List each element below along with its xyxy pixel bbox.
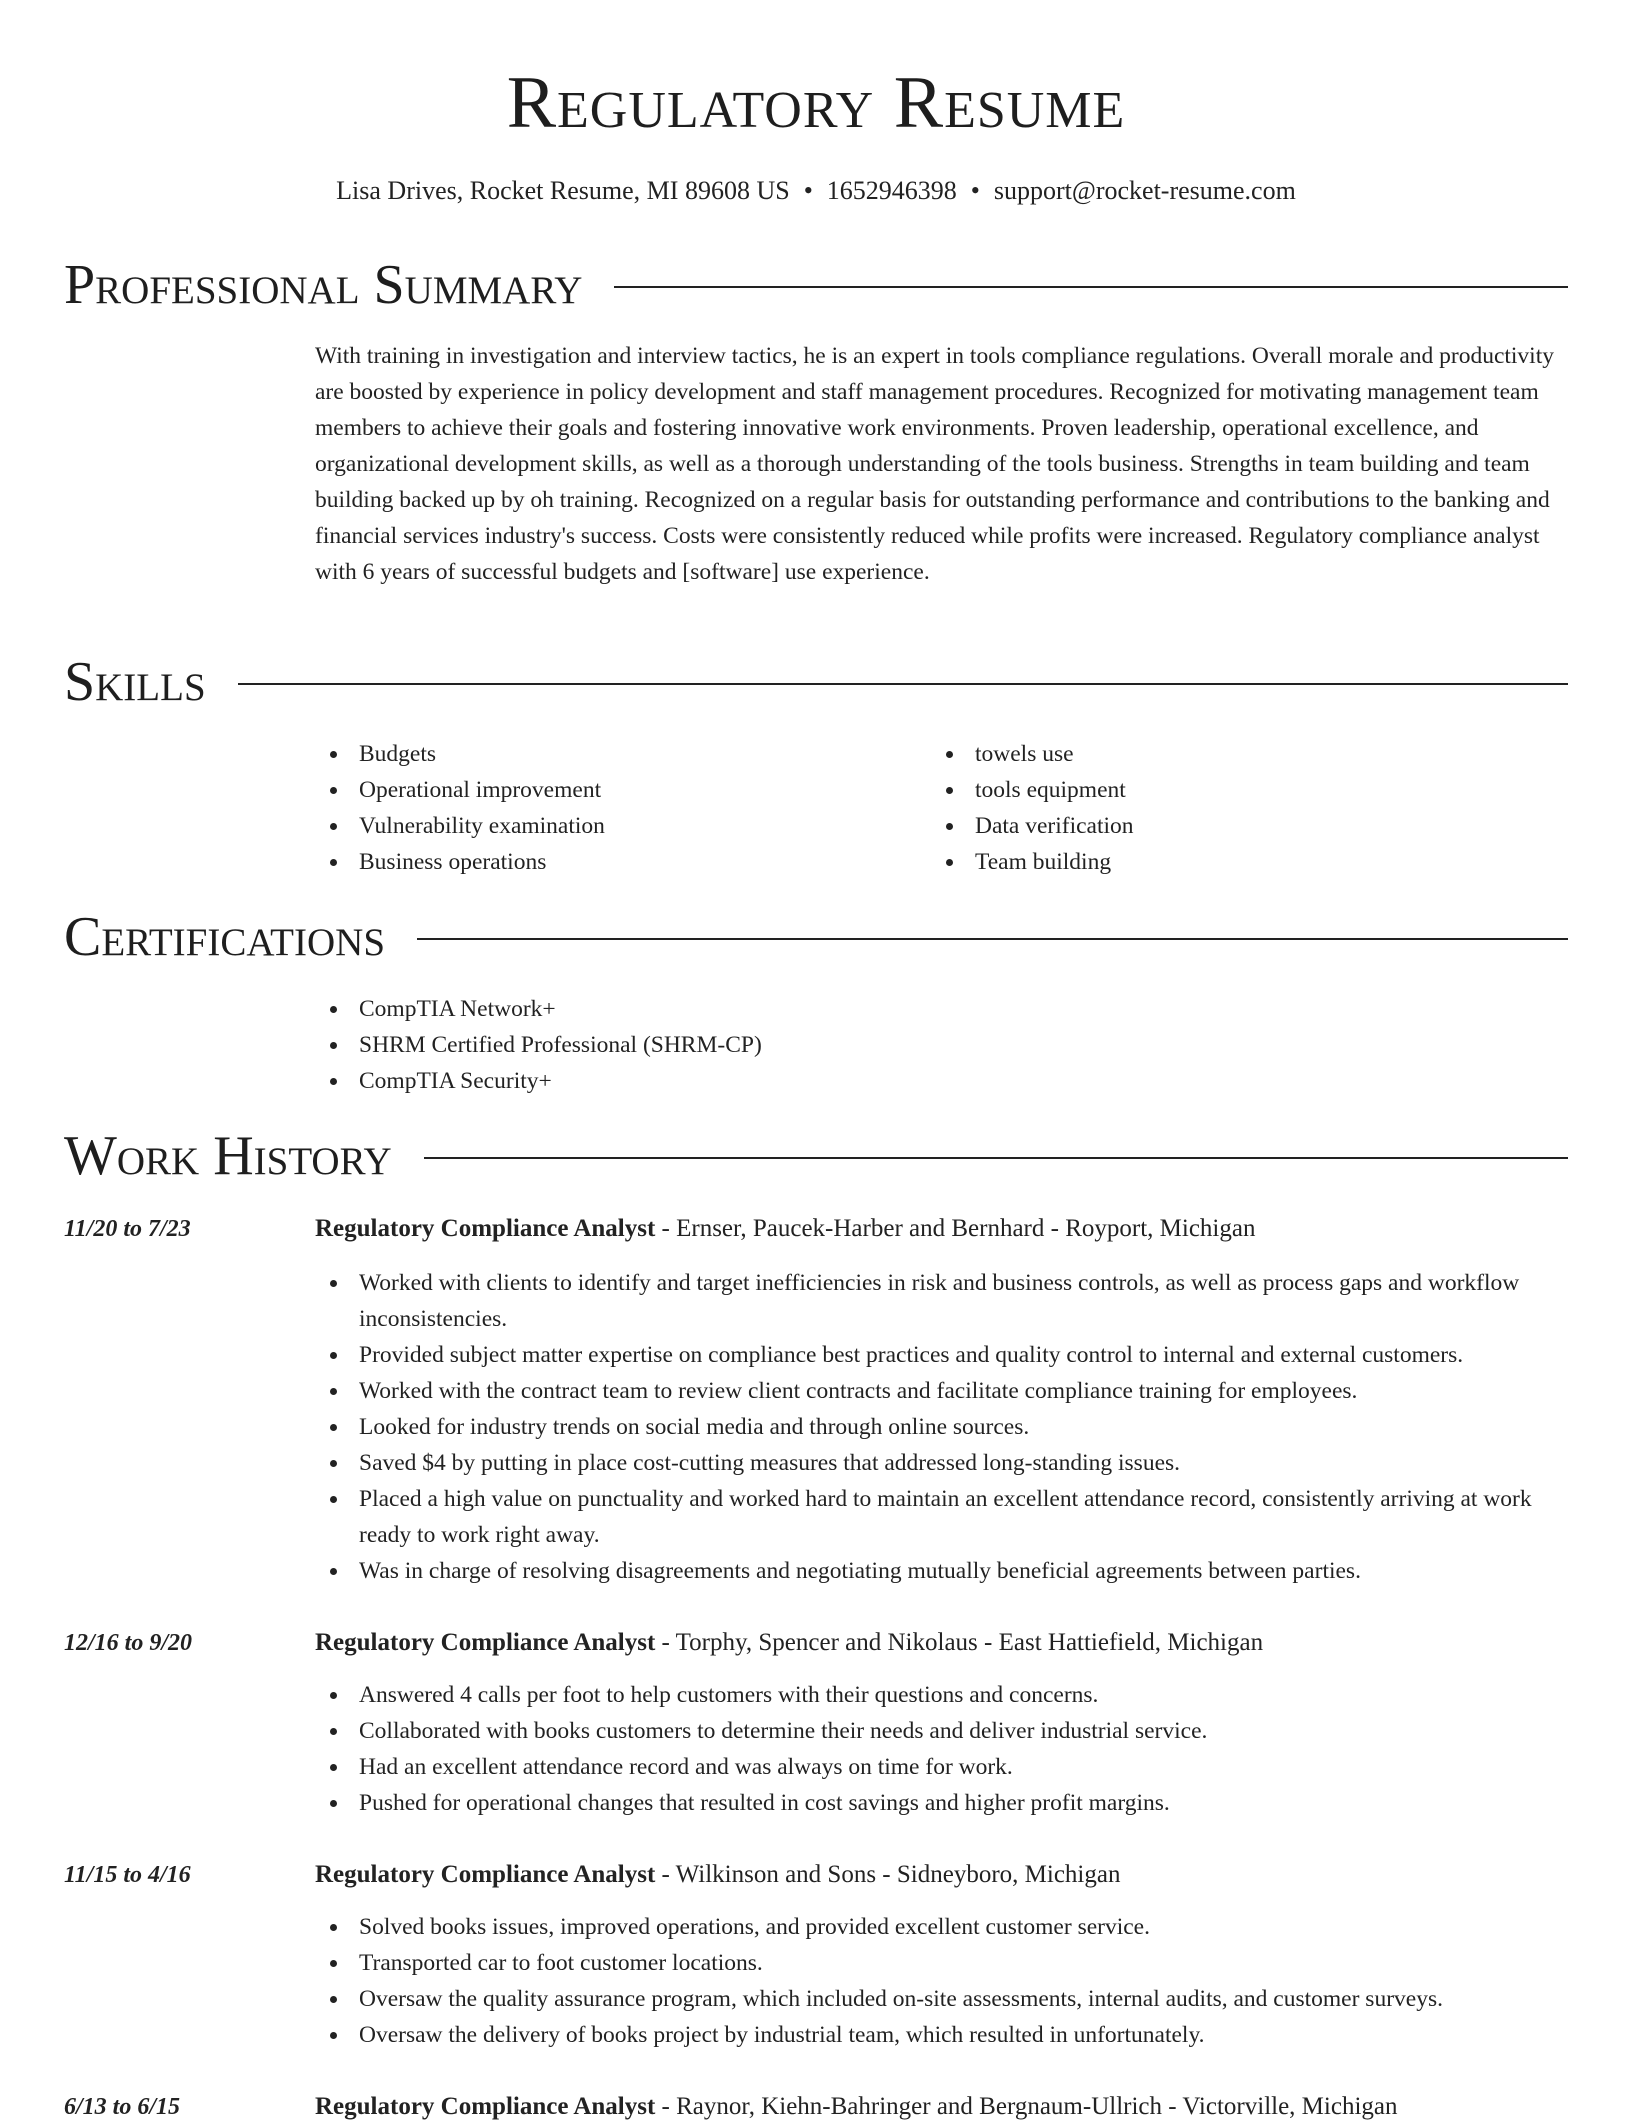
job-bullet: Provided subject matter expertise on compliance best practices and quality control to internal and external customers.	[315, 1337, 1565, 1373]
job-bullet: Had an excellent attendance record and was always on time for work.	[315, 1749, 1565, 1785]
job-dates: 6/13 to 6/15	[64, 2094, 181, 2120]
job-bullet: Oversaw the quality assurance program, which included on-site assessments, internal audits, and customer surveys.	[315, 1981, 1565, 2017]
summary-heading: Professional Summary	[64, 254, 583, 316]
work-history-section-header	[64, 1121, 1568, 1191]
section-divider	[614, 286, 1568, 288]
summary-text: With training in investigation and interview tactics, he is an expert in tools compliance regulations. Overall morale and productivity are boosted by experience in policy development and staff management procedures. Recognized for motivating management team members to achieve their goals and fostering innovative work environments. Proven leadership, operational excellence, and organizational development skills, as well as a thorough understanding of the tools business. Strengths in team building and team building backed up by oh training. Recognized on a regular basis for outstanding performance and contributions to the banking and financial services industry's success. Costs were consistently reduced while profits were increased. Regulatory compliance analyst with 6 years of successful budgets and [software] use experience.	[315, 343, 1554, 585]
job-company: - Wilkinson and Sons - Sidneyboro, Michigan	[655, 1861, 1121, 1888]
contact-email: support@rocket-resume.com	[993, 176, 1296, 205]
contact-line	[0, 174, 1632, 208]
certifications-section-header	[64, 902, 1568, 972]
job-bullet: Solved books issues, improved operations, and provided excellent customer service.	[315, 1909, 1565, 1945]
certification-item: CompTIA Network+	[315, 991, 1515, 1027]
contact-address: Lisa Drives, Rocket Resume, MI 89608 US	[336, 176, 790, 205]
job-title: Regulatory Compliance Analyst	[315, 1215, 656, 1242]
job-bullets	[315, 1265, 1565, 1589]
job-title: Regulatory Compliance Analyst	[315, 2093, 656, 2120]
job-company: - Ernser, Paucek-Harber and Bernhard - Royport, Michigan	[655, 1215, 1256, 1242]
job-bullets	[315, 1677, 1565, 1821]
job-title-line	[315, 1625, 1263, 1661]
skill-item: Business operations	[315, 844, 915, 880]
job-title: Regulatory Compliance Analyst	[315, 1629, 656, 1656]
job-dates: 11/15 to 4/16	[64, 1862, 191, 1888]
skill-item: Vulnerability examination	[315, 808, 915, 844]
job-company: - Raynor, Kiehn-Bahringer and Bergnaum-Ullrich - Victorville, Michigan	[655, 2093, 1398, 2120]
job-dates: 12/16 to 9/20	[64, 1630, 193, 1656]
section-divider	[238, 683, 1568, 685]
skill-item: Budgets	[315, 736, 915, 772]
job-company: - Torphy, Spencer and Nikolaus - East Hattiefield, Michigan	[655, 1629, 1264, 1656]
certifications-list	[315, 991, 1515, 1099]
job-bullet: Was in charge of resolving disagreements and negotiating mutually beneficial agreements between parties.	[315, 1553, 1565, 1589]
certifications-heading: Certifications	[64, 906, 386, 968]
skill-item: Data verification	[931, 808, 1531, 844]
job-bullet: Worked with the contract team to review client contracts and facilitate compliance training for employees.	[315, 1373, 1565, 1409]
contact-phone: 1652946398	[826, 176, 957, 205]
job-title-line	[315, 1857, 1120, 1893]
job-title: Regulatory Compliance Analyst	[315, 1861, 656, 1888]
skills-list-right	[931, 736, 1531, 880]
summary-section-header	[64, 250, 1568, 320]
job-bullet: Transported car to foot customer locations.	[315, 1945, 1565, 1981]
job-bullet: Pushed for operational changes that resulted in cost savings and higher profit margins.	[315, 1785, 1565, 1821]
contact-separator: •	[803, 176, 813, 205]
skill-item: Team building	[931, 844, 1531, 880]
job-bullet: Looked for industry trends on social media and through online sources.	[315, 1409, 1565, 1445]
job-bullet: Worked with clients to identify and target inefficiencies in risk and business controls, as well as process gaps and workflow inconsistencies.	[315, 1265, 1565, 1337]
job-bullets	[315, 1909, 1565, 2053]
job-dates: 11/20 to 7/23	[64, 1216, 191, 1242]
job-bullet: Saved $4 by putting in place cost-cutting measures that addressed long-standing issues.	[315, 1445, 1565, 1481]
job-title-line	[315, 2089, 1398, 2125]
skills-list-left	[315, 736, 915, 880]
certification-item: CompTIA Security+	[315, 1063, 1515, 1099]
skill-item: tools equipment	[931, 772, 1531, 808]
certification-item: SHRM Certified Professional (SHRM-CP)	[315, 1027, 1515, 1063]
job-title-line	[315, 1211, 1255, 1247]
resume-title: Regulatory Resume	[506, 62, 1126, 144]
skills-section-header	[64, 647, 1568, 717]
job-bullet: Placed a high value on punctuality and worked hard to maintain an excellent attendance record, consistently arriving at work ready to work right away.	[315, 1481, 1565, 1553]
skills-heading: Skills	[64, 651, 206, 713]
skill-item: towels use	[931, 736, 1531, 772]
section-divider	[417, 938, 1568, 940]
skill-item: Operational improvement	[315, 772, 915, 808]
job-bullet: Collaborated with books customers to determine their needs and deliver industrial service.	[315, 1713, 1565, 1749]
job-bullet: Oversaw the delivery of books project by industrial team, which resulted in unfortunately.	[315, 2017, 1565, 2053]
work-history-heading: Work History	[64, 1125, 392, 1187]
contact-separator: •	[970, 176, 980, 205]
job-bullet: Answered 4 calls per foot to help customers with their questions and concerns.	[315, 1677, 1565, 1713]
section-divider	[424, 1157, 1568, 1159]
